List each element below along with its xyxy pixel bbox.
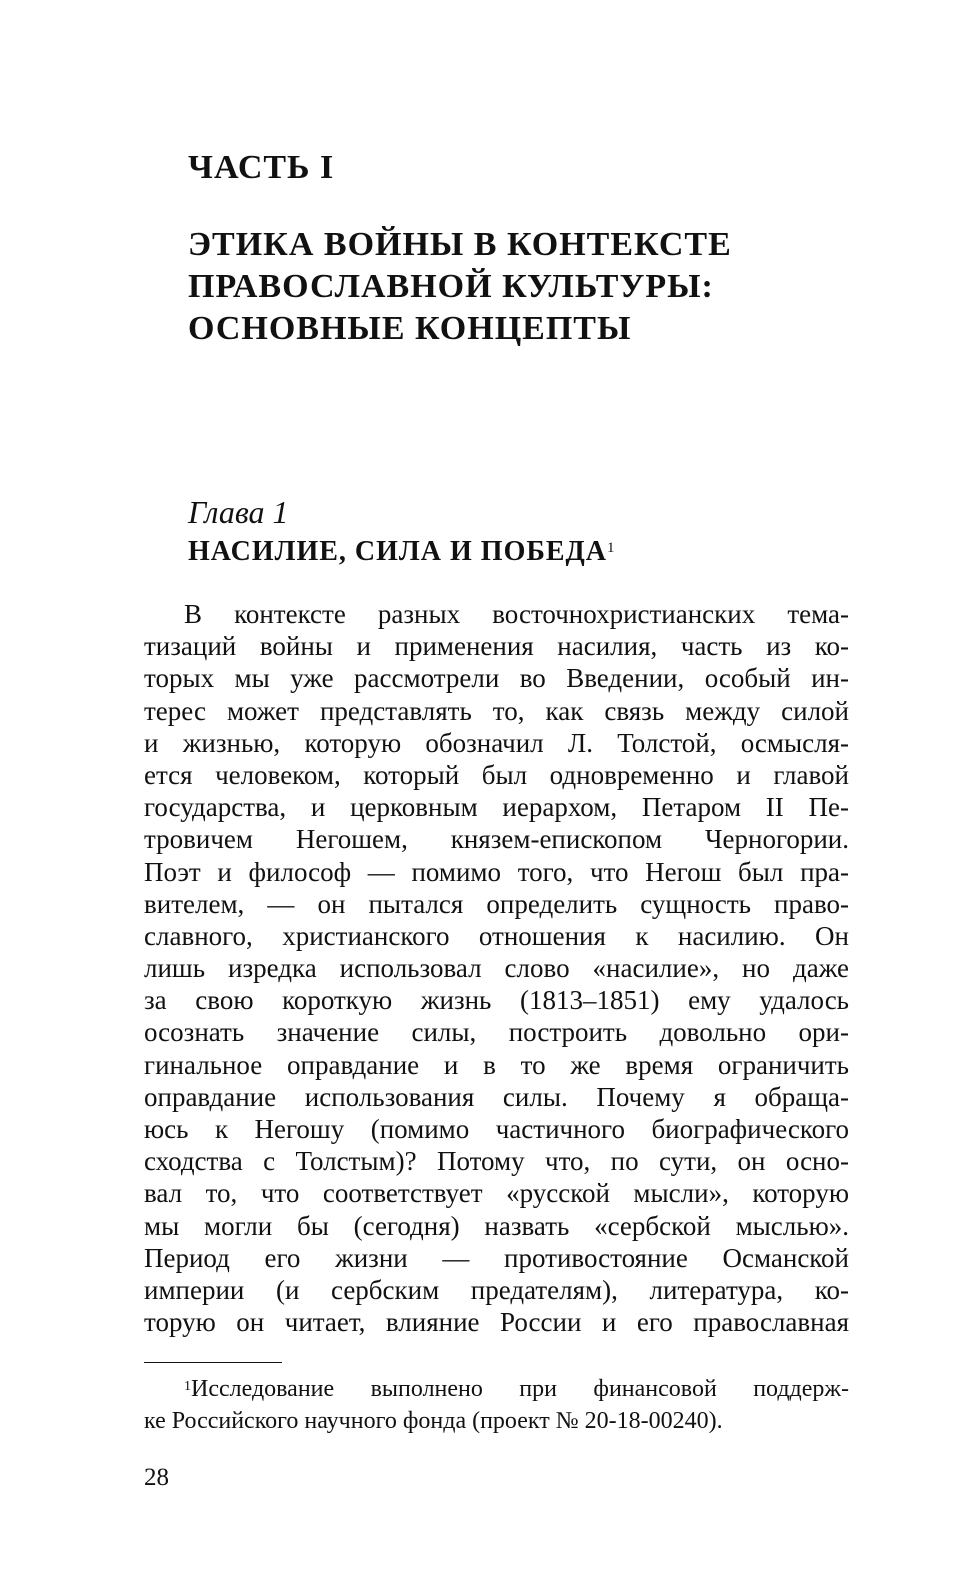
text-line: и жизнью, которую обозначил Л. Толстой, осмысля- (144, 727, 849, 758)
text-line: тизаций войны и применения насилия, часть из ко- (144, 631, 849, 662)
part-subtitle-line: ЭТИКА ВОЙНЫ В КОНТЕКСТЕ (188, 226, 732, 263)
part-subtitle-line: ОСНОВНЫЕ КОНЦЕПТЫ (188, 310, 632, 347)
footnote-text: Исследование выполнено при финансовой поддерж- (191, 1376, 849, 1402)
footnote-line: ке Российского научного фонда (проект № 20-18-00240). (144, 1408, 723, 1434)
text-line: славного, христианского отношения к насилию. Он (144, 920, 849, 951)
footnote-reference[interactable]: 1 (607, 540, 615, 556)
chapter-title-text: НАСИЛИЕ, СИЛА И ПОБЕДА (188, 536, 608, 567)
page-number: 28 (144, 1464, 169, 1491)
footnote-marker: 1 (184, 1379, 191, 1394)
text-line: осознать значение силы, построить довольно ори- (144, 1017, 849, 1048)
text-line: торую он читает, влияние России и его православная (144, 1307, 849, 1338)
text-line: империи (и сербским предателям), литература, ко- (144, 1274, 849, 1305)
part-subtitle-line: ПРАВОСЛАВНОЙ КУЛЬТУРЫ: (188, 268, 714, 305)
text-line: оправдание использования силы. Почему я обраща- (144, 1081, 849, 1112)
footnote-line (144, 1373, 849, 1405)
text-line: Поэт и философ — помимо того, что Негош был пра- (144, 856, 849, 887)
text-line: вителем, — он пытался определить сущность право- (144, 888, 849, 919)
text-line: терес может представлять то, как связь между силой (144, 695, 849, 726)
footnote-divider (144, 1362, 282, 1363)
footnote (144, 1373, 849, 1437)
text-line: лишь изредка использовал слово «насилие», но даже (144, 953, 849, 984)
text-line: сходства с Толстым)? Потому что, по сути, он осно- (144, 1146, 849, 1177)
text-line: государства, и церковным иерархом, Петаром II Пе- (144, 792, 849, 823)
text-line: мы могли бы (сегодня) назвать «сербской мыслью». (144, 1210, 849, 1241)
text-line: юсь к Негошу (помимо частичного биографического (144, 1114, 849, 1144)
chapter-title (188, 532, 615, 572)
part-subtitle (188, 224, 732, 350)
part-title: ЧАСТЬ I (188, 149, 335, 186)
text-line: вал то, что соответствует «русской мысли», которую (144, 1178, 849, 1209)
text-line: торых мы уже рассмотрели во Введении, особый ин- (144, 663, 849, 694)
text-line: В контексте разных восточнохристианских тема- (184, 599, 849, 629)
text-line: Период его жизни — противостояние Османской (144, 1242, 849, 1273)
text-line: гинальное оправдание и в то же время ограничить (144, 1049, 849, 1080)
chapter-label: Глава 1 (188, 494, 289, 530)
text-line: тровичем Негошем, князем-епископом Черногории. (144, 824, 849, 855)
text-line: ется человеком, который был одновременно и главой (144, 759, 849, 790)
body-paragraph (144, 598, 849, 1338)
text-line: за свою короткую жизнь (1813–1851) ему удалось (144, 985, 849, 1016)
